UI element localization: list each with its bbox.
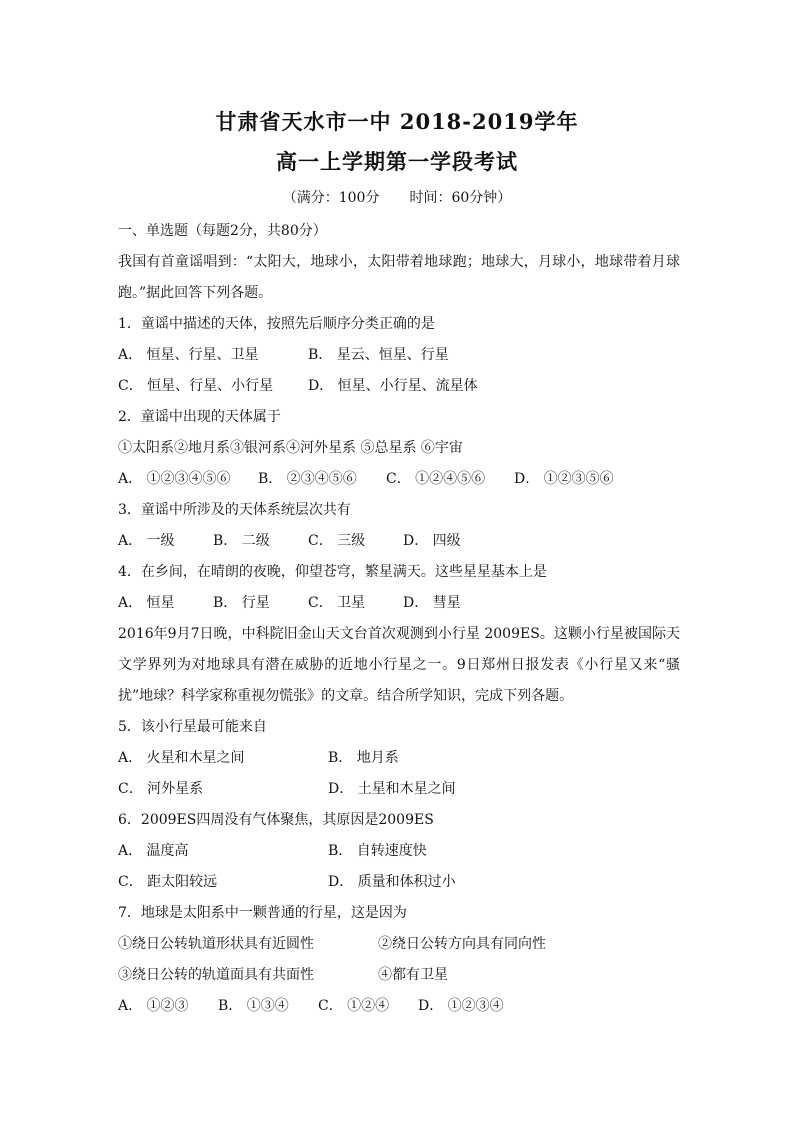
option-d: D． 土星和木星之间 xyxy=(328,781,456,797)
question-1-options-row2 xyxy=(118,371,680,402)
question-6-options-row2 xyxy=(118,867,680,898)
question-1-options-row1 xyxy=(118,340,680,371)
option-b: B． 自转速度快 xyxy=(328,843,427,859)
option-d: D． ①②③⑤⑥ xyxy=(514,471,614,487)
option-b: B． ②③④⑤⑥ xyxy=(258,471,357,487)
option-c: C． ①②④ xyxy=(318,998,390,1014)
question-7-options xyxy=(118,991,680,1022)
exam-subtitle xyxy=(0,187,794,207)
option-b: B． 星云、恒星、行星 xyxy=(308,347,449,363)
time-info: 时间：60分钟） xyxy=(409,190,512,206)
option-b: B． 二级 xyxy=(213,533,270,549)
option-d: D． ①②③④ xyxy=(418,998,504,1014)
question-4-stem: 4．在乡间，在晴朗的夜晚，仰望苍穹，繁星满天。这些星星基本上是 xyxy=(118,564,547,580)
question-7-items-row2 xyxy=(118,960,680,991)
question-5-options-row1 xyxy=(118,743,680,774)
option-a: A． ①②③ xyxy=(118,998,189,1014)
option-d: D． 恒星、小行星、流星体 xyxy=(308,378,478,394)
section-heading: 一、单选题（每题2分，共80分） xyxy=(118,223,327,239)
option-a: A． 一级 xyxy=(118,533,175,549)
statement-4: ④都有卫星 xyxy=(378,967,448,983)
statement-3: ③绕日公转的轨道面具有共面性 xyxy=(118,967,314,983)
exam-title-line2: 高一上学期第一学段考试 xyxy=(276,149,518,174)
passage-1: 我国有首童谣唱到：“太阳大，地球小，太阳带着地球跑；地球大，月球小，地球带着月球跑。”据此回答下列各题。 xyxy=(118,254,680,301)
question-2-stem: 2．童谣中出现的天体属于 xyxy=(118,409,281,425)
option-d: D． 彗星 xyxy=(403,595,461,611)
question-1-stem: 1．童谣中描述的天体，按照先后顺序分类正确的是 xyxy=(118,316,435,332)
option-a: A． ①②③④⑤⑥ xyxy=(118,471,231,487)
passage-2: 2016年9月7日晚，中科院旧金山天文台首次观测到小行星 2009ES。这颗小行星被国际天文学界列为对地球具有潜在威胁的近地小行星之一。9日郑州日报发表《小行星又来“骚扰”地球？科学家称重视勿慌张》的文章。结合所学知识，完成下列各题。 xyxy=(118,626,680,704)
option-d: D． 四级 xyxy=(403,533,461,549)
option-a: A． 火星和木星之间 xyxy=(118,750,245,766)
option-c: C． 三级 xyxy=(308,533,366,549)
exam-body xyxy=(118,216,680,1022)
score-info: （满分：100分 xyxy=(282,190,380,206)
option-a: A． 温度高 xyxy=(118,843,189,859)
question-3-options xyxy=(118,526,680,557)
question-2-options xyxy=(118,464,680,495)
exam-title-line1: 甘肃省天水市一中 2018-2019学年 xyxy=(215,109,579,134)
question-6-options-row1 xyxy=(118,836,680,867)
question-5-options-row2 xyxy=(118,774,680,805)
question-5-stem: 5．该小行星最可能来自 xyxy=(118,719,267,735)
question-7-items-row1 xyxy=(118,929,680,960)
option-c: C． 距太阳较远 xyxy=(118,874,218,890)
option-b: B． 行星 xyxy=(213,595,270,611)
question-6-stem: 6．2009ES四周没有气体聚焦，其原因是2009ES xyxy=(118,812,434,828)
option-d: D． 质量和体积过小 xyxy=(328,874,456,890)
question-2-items: ①太阳系②地月系③银河系④河外星系 ⑤总星系 ⑥宇宙 xyxy=(118,440,463,456)
option-a: A． 恒星、行星、卫星 xyxy=(118,347,259,363)
option-c: C． 河外星系 xyxy=(118,781,204,797)
question-3-stem: 3．童谣中所涉及的天体系统层次共有 xyxy=(118,502,351,518)
statement-1: ①绕日公转轨道形状具有近圆性 xyxy=(118,936,314,952)
option-c: C． ①②④⑤⑥ xyxy=(386,471,486,487)
option-b: B． 地月系 xyxy=(328,750,399,766)
question-4-options xyxy=(118,588,680,619)
option-c: C． 卫星 xyxy=(308,595,366,611)
option-a: A． 恒星 xyxy=(118,595,175,611)
statement-2: ②绕日公转方向具有同向性 xyxy=(378,936,546,952)
question-7-stem: 7．地球是太阳系中一颗普通的行星，这是因为 xyxy=(118,905,407,921)
option-c: C． 恒星、行星、小行星 xyxy=(118,378,274,394)
option-b: B． ①③④ xyxy=(218,998,289,1014)
